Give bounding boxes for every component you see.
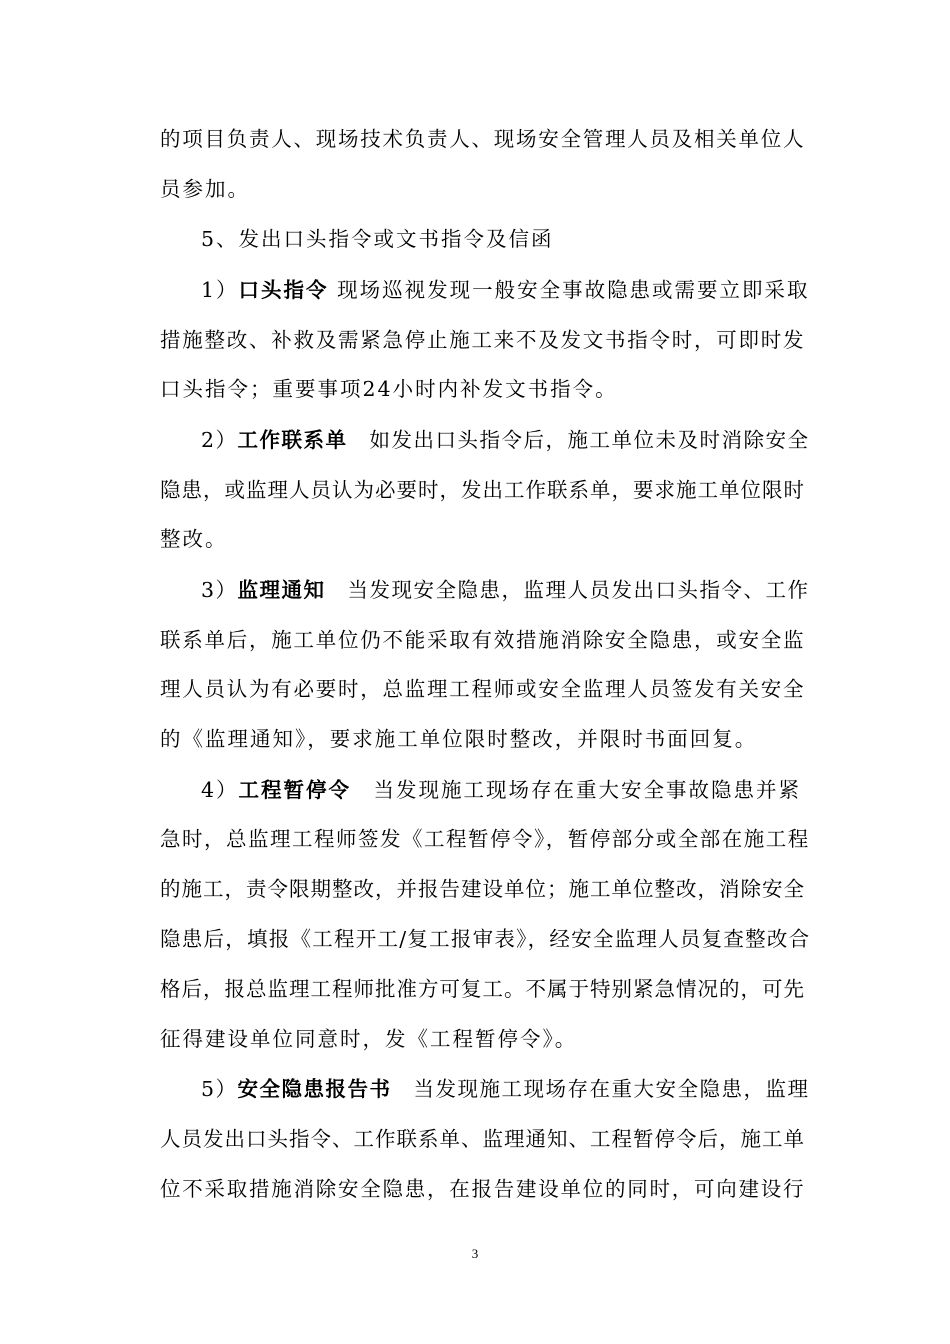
- body-line: 整改。: [160, 527, 228, 551]
- body-line: 位不采取措施消除安全隐患，在报告建设单位的同时，可向建设行: [160, 1177, 806, 1201]
- body-line: 员参加。: [160, 177, 250, 201]
- item-1-first-line: 1）口头指令 现场巡视发现一般安全事故隐患或需要立即采取: [201, 278, 810, 302]
- body-line: 人员发出口头指令、工作联系单、监理通知、工程暂停令后，施工单: [160, 1127, 805, 1151]
- item-4-first-line: 4）工程暂停令 当发现施工现场存在重大安全事故隐患并紧: [201, 778, 802, 802]
- item-2-first-line: 2）工作联系单 如发出口头指令后，施工单位未及时消除安全: [201, 428, 810, 452]
- body-line: 隐患，或监理人员认为必要时，发出工作联系单，要求施工单位限时: [160, 478, 805, 502]
- body-line: 理人员认为有必要时，总监理工程师或安全监理人员签发有关安全: [160, 677, 806, 701]
- section-heading: 5、发出口头指令或文书指令及信函: [201, 227, 554, 251]
- body-line: 急时，总监理工程师签发《工程暂停令》，暂停部分或全部在施工程: [160, 827, 810, 851]
- body-line: 格后，报总监理工程师批准方可复工。不属于特别紧急情况的，可先: [160, 977, 805, 1001]
- body-line: 措施整改、补救及需紧急停止施工来不及发文书指令时，可即时发: [160, 328, 806, 352]
- body-line: 的《监理通知》，要求施工单位限时整改，并限时书面回复。: [160, 727, 758, 751]
- item-3-first-line: 3）监理通知 当发现安全隐患，监理人员发出口头指令、工作: [201, 578, 810, 602]
- item-5-first-line: 5）安全隐患报告书 当发现施工现场存在重大安全隐患，监理: [201, 1077, 810, 1101]
- item-4-title: 工程暂停令: [238, 778, 352, 802]
- item-3-title: 监理通知: [237, 578, 326, 602]
- body-line: 的施工，责令限期整改，并报告建设单位；施工单位整改，消除安全: [160, 877, 805, 901]
- body-line: 的项目负责人、现场技术负责人、现场安全管理人员及相关单位人: [160, 127, 806, 151]
- body-line: 征得建设单位同意时，发《工程暂停令》。: [160, 1027, 578, 1051]
- body-line: 联系单后，施工单位仍不能采取有效措施消除安全隐患，或安全监: [160, 628, 806, 652]
- item-5-title: 安全隐患报告书: [237, 1077, 392, 1101]
- item-1-title: 口头指令: [238, 278, 329, 302]
- body-line: 隐患后，填报《工程开工/复工报审表》，经安全监理人员复查整改合: [160, 927, 811, 951]
- body-line: 口头指令；重要事项24小时内补发文书指令。: [160, 377, 618, 401]
- item-2-title: 工作联系单: [237, 428, 348, 452]
- page-number: 3: [471, 1246, 479, 1261]
